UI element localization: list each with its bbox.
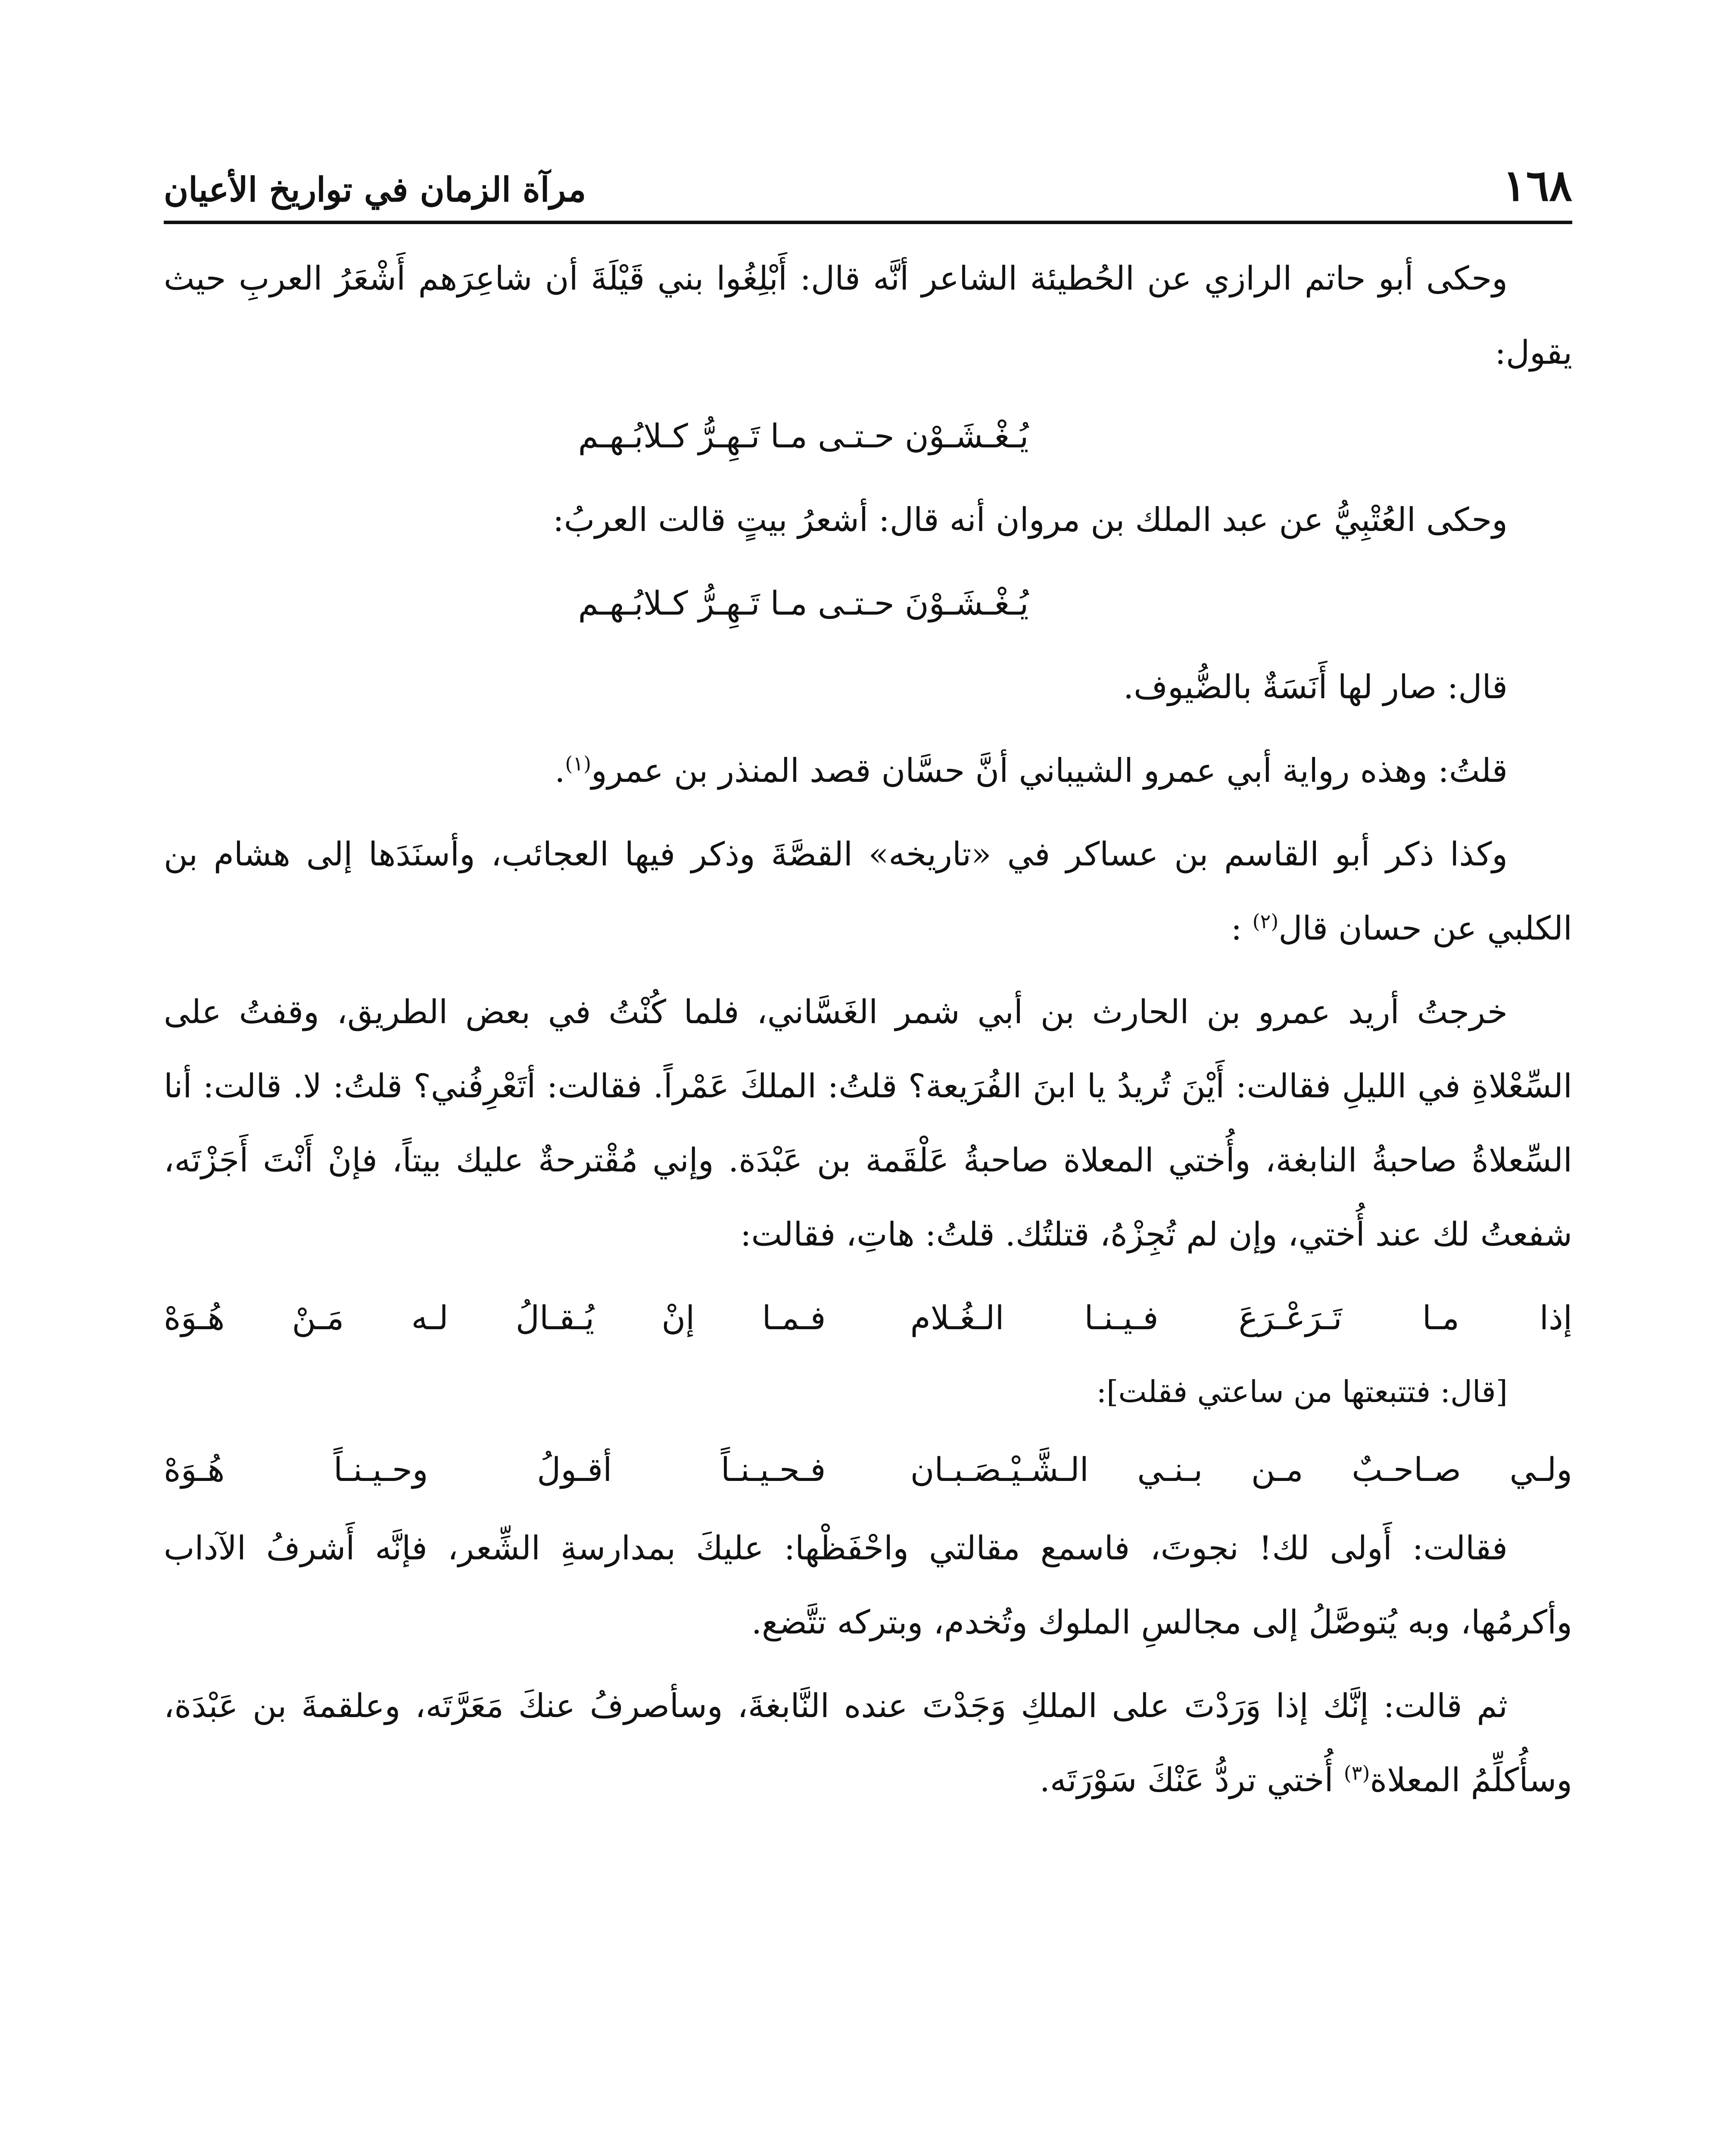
bracketed-note: [قال: فتتبعتها من ساعتي فقلت]: xyxy=(1096,1374,1508,1409)
paragraph-4-text: قلتُ: وهذه رواية أبي عمرو الشيباني أنَّ حسَّان قصد المنذر بن عمرو xyxy=(591,751,1508,790)
page-number: ١٦٨ xyxy=(1502,160,1572,211)
footnote-marker-1: (١) xyxy=(565,752,592,775)
verse-line-2: يُـغْـشَـوْنَ حـتـى مـا تَـهِـرُّ كـلابُـهـم xyxy=(578,584,1029,622)
paragraph-3: قال: صار لها أَنَسَةٌ بالضُّيوف. xyxy=(1123,668,1508,706)
paragraph-5 xyxy=(164,817,1572,965)
paragraph-8 xyxy=(164,1669,1572,1817)
paragraph-5-end: : xyxy=(1231,909,1253,947)
paragraph-1: وحكى أبو حاتم الرازي عن الحُطيئة الشاعر أنَّه قال: أَبْلِغُوا بني قَيْلَةَ أن شاعِرَهم أَشْعَرُ العربِ حيث يقول: xyxy=(164,259,1572,372)
verse-couplet-1 xyxy=(164,1281,1572,1355)
paragraph-6: خرجتُ أريد عمرو بن الحارث بن أبي شمر الغَسَّاني، فلما كُنْتُ في بعض الطريق، وقفتُ على السِّعْلاةِ في الليلِ فقالت: أَيْنَ تُريدُ يا ابنَ الفُرَيعة؟ قلتُ: الملكَ عَمْراً. فقالت: أتَعْرِفُني؟ قلتُ: لا. قالت: أنا السِّعلاةُ صاحبةُ النابغة، وأُختي المعلاة صاحبةُ عَلْقَمة بن عَبْدَة. وإني مُقْترحةٌ عليك بيتاً، فإنْ أَنْتَ أَجَزْتَه، شفعتُ لك عند أُختي، وإن لم تُجِزْهُ، قتلتُك. قلتُ: هاتِ، فقالت: xyxy=(164,993,1572,1253)
verse-couplet-1-second-hemistich: فـمـا إنْ يُـقـالُ لـه مَـنْ هُـوَهْ xyxy=(164,1299,826,1337)
main-text xyxy=(164,241,1572,1827)
paragraph-2: وحكى العُتْبِيُّ عن عبد الملك بن مروان أنه قال: أشعرُ بيتٍ قالت العربُ: xyxy=(553,500,1508,539)
paragraph-7: فقالت: أَولى لك! نجوتَ، فاسمع مقالتي واحْفَظْها: عليكَ بمدارسةِ الشِّعر، فإنَّه أَشرفُ الآداب وأكرمُها، وبه يُتوصَّلُ إلى مجالسِ الملوك وتُخدم، وبتركه تتَّضع. xyxy=(164,1529,1572,1641)
running-title: مرآة الزمان في تواريخ الأعيان xyxy=(164,170,586,209)
footnote-marker-2: (٢) xyxy=(1252,909,1279,933)
header-divider xyxy=(164,221,1572,224)
verse-couplet-2-second-hemistich: فـحـيـنـاً أقـولُ وحـيـنـاً هُـوَهْ xyxy=(164,1450,826,1489)
paragraph-8-end: أُختي تردُّ عَنْكَ سَوْرَتَه. xyxy=(1039,1761,1344,1799)
paragraph-8-text: ثم قالت: إنَّك إذا وَرَدْتَ على الملكِ وَجَدْتَ عنده النَّابغةَ، وسأصرفُ عنكَ مَعَرَّتَه، وعلقمةَ بن عَبْدَة، وسأُكلِّمُ المعلاة xyxy=(164,1687,1572,1799)
verse-couplet-1-first-hemistich: إذا مـا تَـرَعْـرَعَ فـيـنـا الـغُـلام xyxy=(910,1299,1572,1337)
paragraph-4-end: . xyxy=(555,751,565,790)
verse-couplet-2 xyxy=(164,1433,1572,1507)
verse-couplet-2-first-hemistich: ولـي صـاحـبٌ مـن بـنـي الـشَّـيْـصَـبـان xyxy=(910,1450,1572,1489)
footnote-marker-3: (٣) xyxy=(1343,1761,1370,1785)
page-header xyxy=(164,142,1572,211)
paragraph-4 xyxy=(164,734,1572,808)
verse-line-1: يُـغْـشَـوْن حـتـى مـا تَـهِـرُّ كـلابُـهـم xyxy=(578,417,1029,455)
paragraph-5-text: وكذا ذكر أبو القاسم بن عساكر في «تاريخه» القصَّةَ وذكر فيها العجائب، وأسنَدَها إلى هشام بن الكلبي عن حسان قال xyxy=(164,835,1572,947)
